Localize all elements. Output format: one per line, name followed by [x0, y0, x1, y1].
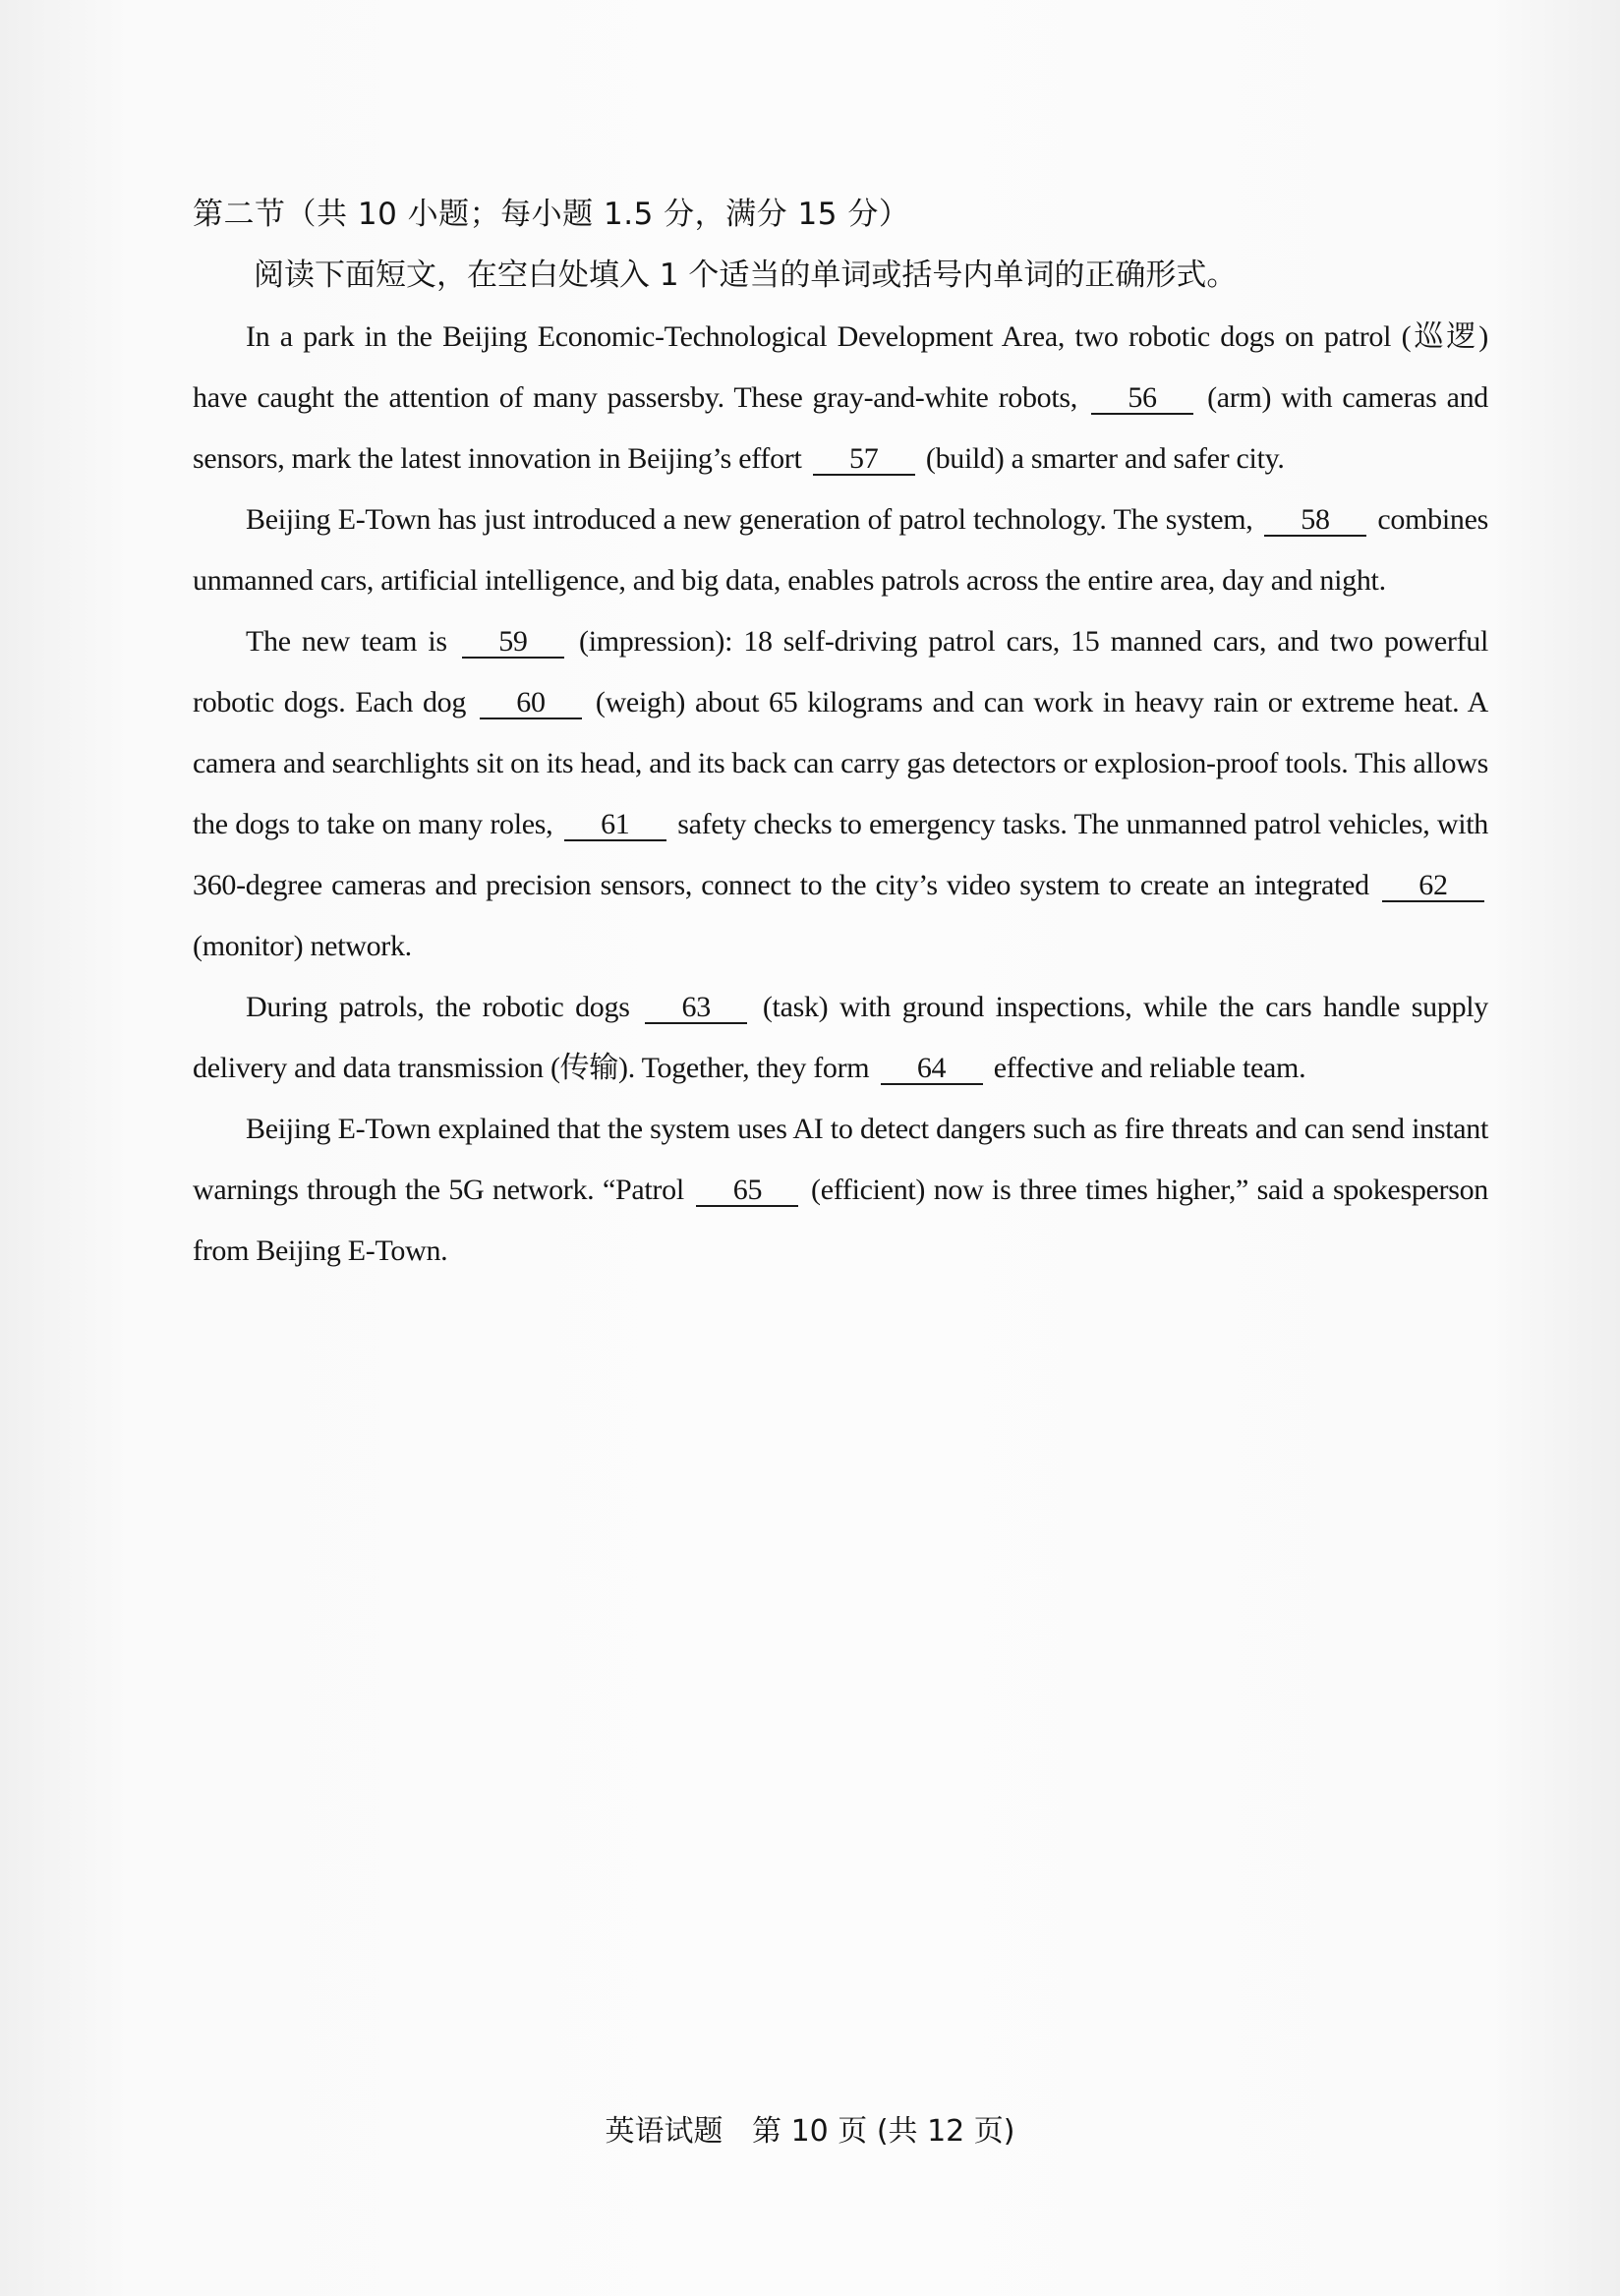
instruction-text: 阅读下面短文，在空白处填入 1 个适当的单词或括号内单词的正确形式。 — [254, 258, 1238, 293]
section-title: 第二节（共 10 小题；每小题 1.5 分，满分 15 分） — [193, 197, 910, 232]
paragraph — [193, 611, 1488, 977]
passage — [193, 307, 1488, 1282]
blank-58[interactable]: 58 — [1264, 505, 1366, 537]
blank-62[interactable]: 62 — [1382, 871, 1484, 902]
paragraph — [193, 977, 1488, 1099]
passage-text: combines unmanned cars, artificial intelligence, and big data, enables patrols across the entire area, day and night. — [193, 503, 1488, 597]
footer-page-number: 第 10 页 (共 12 页) — [752, 2114, 1015, 2149]
passage-text: safety checks to emergency tasks. The unmanned patrol vehicles, with 360-degree cameras and precision sensors, connect to the city’s video system to create an integrated — [193, 808, 1488, 901]
passage-text: (task) with ground inspections, while the cars handle supply delivery and data transmission (传输). Together, they form — [193, 991, 1489, 1084]
passage-text: In a park in the Beijing Economic-Technological Development Area, two robotic dogs on patrol (巡逻) have caught the attention of many passersby. These gray-and-white robots, — [193, 320, 1488, 414]
passage-text: effective and reliable team. — [986, 1052, 1306, 1084]
passage-text: (weigh) about 65 kilograms and can work in heavy rain or extreme heat. A camera and searchlights sit on its head, and its back can carry gas detectors or explosion-proof tools. This allows the dogs to take on many roles, — [193, 686, 1488, 840]
blank-59[interactable]: 59 — [462, 627, 564, 659]
blank-60[interactable]: 60 — [480, 688, 582, 719]
blank-63[interactable]: 63 — [645, 993, 747, 1024]
footer-subject: 英语试题 — [605, 2114, 723, 2149]
passage-text: (efficient) now is three times higher,” said a spokesperson from Beijing E-Town. — [193, 1174, 1488, 1267]
passage-text: Beijing E-Town has just introduced a new generation of patrol technology. The system, — [246, 503, 1260, 536]
passage-text: (impression): 18 self-driving patrol cars, 15 manned cars, and two powerful robotic dogs. Each dog — [193, 625, 1488, 718]
passage-text: (arm) with cameras and sensors, mark the latest innovation in Beijing’s effort — [193, 381, 1488, 475]
paragraph — [193, 307, 1488, 489]
passage-text: (build) a smarter and safer city. — [918, 442, 1285, 475]
passage-text: During patrols, the robotic dogs — [246, 991, 642, 1023]
page-footer — [0, 2106, 1620, 2150]
paragraph — [193, 1099, 1488, 1282]
blank-64[interactable]: 64 — [881, 1054, 983, 1085]
passage-text: Beijing E-Town explained that the system uses AI to detect dangers such as fire threats and can send instant warnings through the 5G network. “Patrol — [193, 1113, 1488, 1206]
paragraph — [193, 489, 1488, 611]
blank-57[interactable]: 57 — [813, 444, 915, 476]
passage-text: (monitor) network. — [193, 930, 412, 962]
blank-56[interactable]: 56 — [1091, 383, 1193, 415]
passage-text: The new team is — [246, 625, 458, 658]
blank-65[interactable]: 65 — [696, 1176, 798, 1207]
blank-61[interactable]: 61 — [564, 810, 666, 841]
